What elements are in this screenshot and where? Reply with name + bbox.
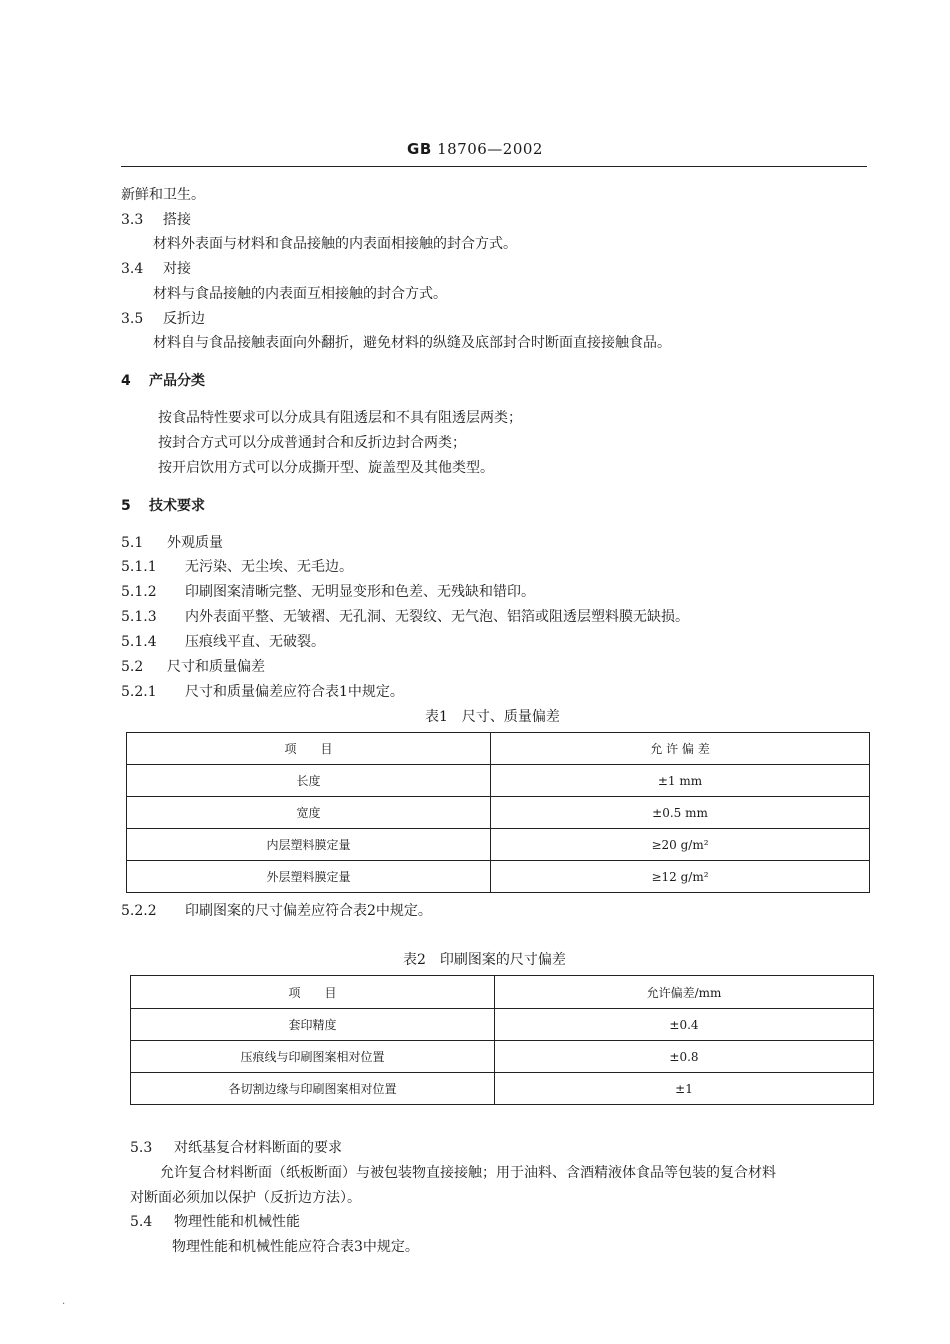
paragraph-continuation: 新鲜和卫生。 <box>121 187 205 203</box>
section-title: 物理性能和机械性能 <box>174 1214 300 1230</box>
section-3-3-body: 材料外表面与材料和食品接触的内表面相接触的封合方式。 <box>153 236 517 252</box>
section-5-4-body: 物理性能和机械性能应符合表3中规定。 <box>172 1239 419 1255</box>
section-4-item-3: 按开启饮用方式可以分成撕开型、旋盖型及其他类型。 <box>158 460 494 476</box>
section-3-4-heading <box>121 260 191 278</box>
section-5-heading <box>121 497 205 515</box>
section-5-2-heading <box>121 658 265 676</box>
table-cell: ±0.8 <box>495 1041 874 1073</box>
table-cell: ±1 mm <box>491 765 870 797</box>
clause-text: 印刷图案的尺寸偏差应符合表2中规定。 <box>185 903 432 919</box>
section-number: 3.3 <box>121 212 144 228</box>
table-row <box>131 1073 874 1105</box>
header-cell: 允许偏差/mm <box>495 976 874 1009</box>
section-title: 对接 <box>163 261 191 277</box>
section-title: 外观质量 <box>167 535 223 551</box>
section-number: 5 <box>121 498 131 514</box>
table-cell: 各切割边缘与印刷图案相对位置 <box>131 1073 495 1105</box>
standard-number: 18706—2002 <box>437 140 543 158</box>
section-title: 对纸基复合材料断面的要求 <box>174 1140 342 1156</box>
section-3-3-heading <box>121 211 191 229</box>
table-cell: 内层塑料膜定量 <box>127 829 491 861</box>
clause-number: 5.1.2 <box>121 584 157 600</box>
section-number: 4 <box>121 373 131 389</box>
section-4-item-1: 按食品特性要求可以分成具有阻透层和不具有阻透层两类； <box>158 410 522 426</box>
table-row <box>127 765 870 797</box>
section-5-3-body-line-2: 对断面必须加以保护（反折边方法）。 <box>130 1190 361 1206</box>
table-cell: ±1 <box>495 1073 874 1105</box>
section-number: 3.5 <box>121 311 144 327</box>
section-number: 5.1 <box>121 535 144 551</box>
section-3-4-body: 材料与食品接触的内表面互相接触的封合方式。 <box>153 286 447 302</box>
section-number: 5.2 <box>121 659 144 675</box>
section-5-4-heading <box>130 1213 300 1231</box>
section-title: 产品分类 <box>149 373 205 389</box>
section-5-2-1 <box>121 683 404 701</box>
table-cell: 压痕线与印刷图案相对位置 <box>131 1041 495 1073</box>
table-row <box>131 1041 874 1073</box>
section-5-1-heading <box>121 534 223 552</box>
table-cell: 外层塑料膜定量 <box>127 861 491 893</box>
table-row <box>127 797 870 829</box>
section-5-3-body-line-1: 允许复合材料断面（纸板断面）与被包装物直接接触；用于油料、含酒精液体食品等包装的复合材料 <box>160 1165 776 1181</box>
table-cell: 套印精度 <box>131 1009 495 1041</box>
table-cell: 宽度 <box>127 797 491 829</box>
clause-number: 5.2.1 <box>121 684 157 700</box>
section-title: 尺寸和质量偏差 <box>167 659 265 675</box>
table-row <box>127 829 870 861</box>
section-5-1-1 <box>121 558 353 576</box>
table-2-caption: 表2 印刷图案的尺寸偏差 <box>403 952 566 968</box>
table-cell: ±0.5 mm <box>491 797 870 829</box>
section-title: 技术要求 <box>149 498 205 514</box>
section-4-heading <box>121 372 205 390</box>
section-3-5-heading <box>121 310 205 328</box>
table-cell: ±0.4 <box>495 1009 874 1041</box>
table-1 <box>126 732 870 893</box>
table-row <box>131 1009 874 1041</box>
page-header <box>0 140 950 158</box>
section-number: 5.4 <box>130 1214 153 1230</box>
clause-number: 5.1.4 <box>121 634 157 650</box>
clause-number: 5.1.3 <box>121 609 157 625</box>
header-cell: 项 目 <box>127 733 491 765</box>
table-cell: ≥20 g/m² <box>491 829 870 861</box>
standard-code: GB <box>407 140 432 158</box>
scan-mark: . <box>62 1296 66 1307</box>
section-5-1-3 <box>121 608 689 626</box>
section-4-item-2: 按封合方式可以分成普通封合和反折边封合两类； <box>158 435 466 451</box>
table-row <box>127 861 870 893</box>
table-header-row <box>131 976 874 1009</box>
section-number: 3.4 <box>121 261 144 277</box>
clause-number: 5.1.1 <box>121 559 157 575</box>
table-cell: ≥12 g/m² <box>491 861 870 893</box>
section-3-5-body: 材料自与食品接触表面向外翻折，避免材料的纵缝及底部封合时断面直接接触食品。 <box>153 335 671 351</box>
section-5-3-heading <box>130 1139 342 1157</box>
clause-text: 内外表面平整、无皱褶、无孔洞、无裂纹、无气泡、铝箔或阻透层塑料膜无缺损。 <box>185 609 689 625</box>
clause-text: 无污染、无尘埃、无毛边。 <box>185 559 353 575</box>
clause-text: 印刷图案清晰完整、无明显变形和色差、无残缺和错印。 <box>185 584 535 600</box>
section-5-1-4 <box>121 633 325 651</box>
section-5-2-2 <box>121 902 432 920</box>
section-number: 5.3 <box>130 1140 153 1156</box>
clause-text: 压痕线平直、无破裂。 <box>185 634 325 650</box>
clause-number: 5.2.2 <box>121 903 157 919</box>
table-cell: 长度 <box>127 765 491 797</box>
clause-text: 尺寸和质量偏差应符合表1中规定。 <box>185 684 404 700</box>
section-title: 搭接 <box>163 212 191 228</box>
section-title: 反折边 <box>163 311 205 327</box>
section-5-1-2 <box>121 583 535 601</box>
header-rule <box>121 166 867 167</box>
header-cell: 允 许 偏 差 <box>491 733 870 765</box>
table-2 <box>130 975 874 1105</box>
table-header-row <box>127 733 870 765</box>
table-1-caption: 表1 尺寸、质量偏差 <box>425 709 560 725</box>
header-cell: 项 目 <box>131 976 495 1009</box>
